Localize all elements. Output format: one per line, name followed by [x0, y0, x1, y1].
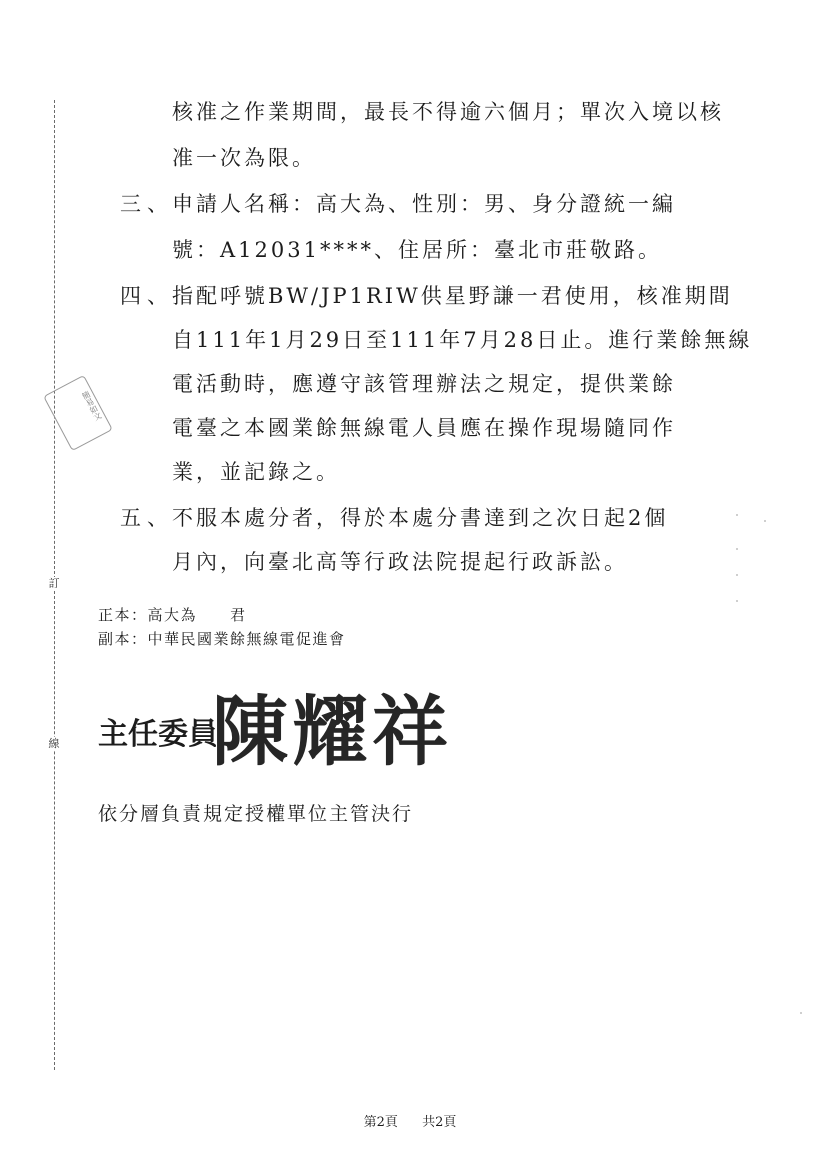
scan-speck [736, 600, 738, 602]
paragraph-2-line-2: 准一次為限。 [172, 146, 316, 170]
page-footer [0, 1115, 820, 1131]
paragraph-5-line-2: 月內，向臺北高等行政法院提起行政訴訟。 [172, 550, 628, 574]
approval-stamp: 簡易如文 [43, 375, 113, 451]
scan-speck [736, 514, 738, 516]
paragraph-3-line-2: 號：A12031****、住居所：臺北市莊敬路。 [172, 238, 662, 262]
delegation-note: 依分層負責規定授權單位主管決行 [98, 803, 414, 825]
paragraph-4-line-1: 指配呼號BW/JP1RIW供星野謙一君使用，核准期間 [172, 284, 733, 308]
scan-speck [764, 520, 766, 522]
signer-name-seal: 陳耀祥 [212, 687, 452, 776]
paragraph-3-number: 三、 [120, 192, 174, 216]
original-recipient: 正本：高大為 君 [98, 606, 247, 624]
paragraph-2-line-1: 核准之作業期間，最長不得逾六個月；單次入境以核 [172, 100, 724, 124]
paragraph-4-line-2: 自111年1月29日至111年7月28日止。進行業餘無線 [172, 328, 753, 352]
copy-recipient: 副本：中華民國業餘無線電促進會 [98, 630, 346, 648]
scan-speck [736, 574, 738, 576]
paragraph-4-line-5: 業，並記錄之。 [172, 460, 340, 484]
paragraph-4-line-4: 電臺之本國業餘無線電人員應在操作現場隨同作 [172, 416, 676, 440]
paragraph-5-number: 五、 [120, 506, 174, 530]
paragraph-4-number: 四、 [120, 284, 174, 308]
binding-mark-xian: 線 [45, 737, 63, 751]
page-total: 共2頁 [422, 1115, 457, 1130]
scan-speck [800, 1012, 802, 1014]
signer-title: 主任委員 [98, 717, 218, 752]
paragraph-4-line-3: 電活動時，應遵守該管理辦法之規定，提供業餘 [172, 372, 676, 396]
paragraph-5-line-1: 不服本處分者，得於本處分書達到之次日起2個 [172, 506, 669, 530]
binding-mark-ding: 訂 [45, 577, 63, 591]
page-number: 第2頁 [363, 1115, 398, 1130]
scan-speck [736, 548, 738, 550]
paragraph-3-line-1: 申請人名稱：高大為、性別：男、身分證統一編 [172, 192, 676, 216]
